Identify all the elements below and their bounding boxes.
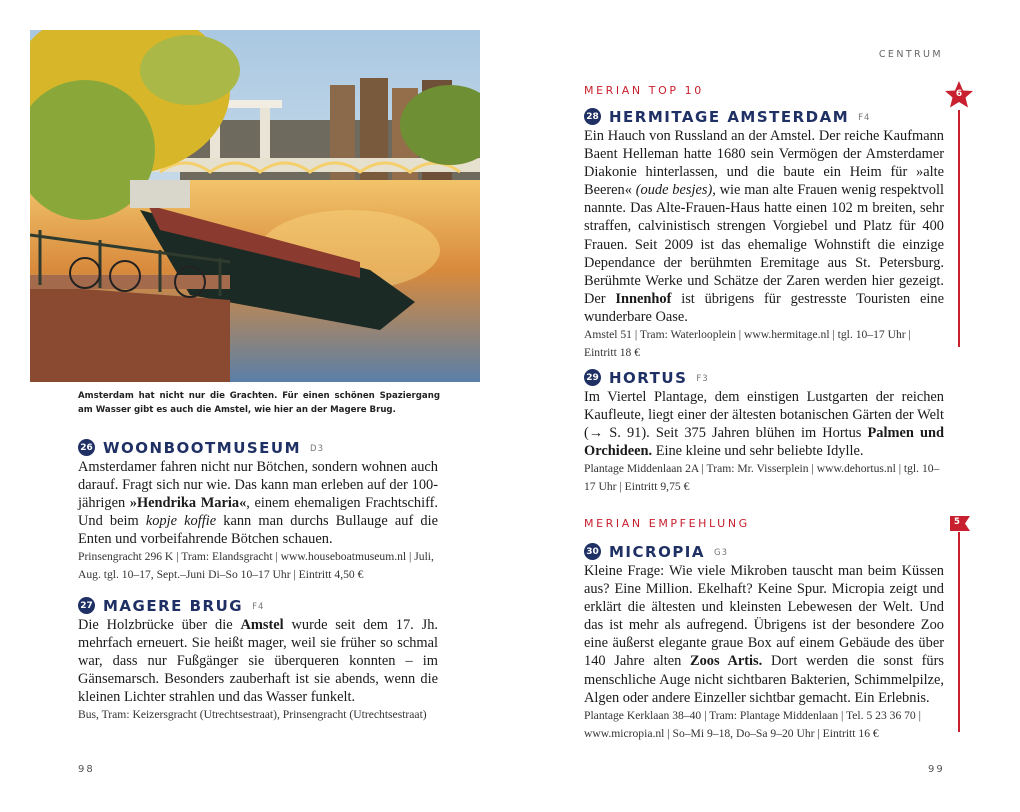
entry-info: Prinsengracht 296 K | Tram: Elandsgracht | www.houseboatmuseum.nl | Juli, Aug. tgl. 10–17, Sept.–Juni Di–So 10–17 Uhr | Eintritt 4,50 € — [78, 550, 434, 582]
map-grid-ref: F4 — [252, 602, 265, 612]
entry-heading — [584, 367, 944, 388]
top10-rail-line — [958, 110, 960, 347]
page-number-left: 98 — [78, 764, 95, 775]
entry-heading — [78, 595, 438, 616]
entry-info: Amstel 51 | Tram: Waterlooplein | www.hermitage.nl | tgl. 10–17 Uhr | Eintritt 18 € — [584, 328, 911, 360]
entry-number-badge: 28 — [584, 108, 601, 125]
entry-body: Amsterdamer fahren nicht nur Bötchen, sondern wohnen auch darauf. Fragt sich nur wie. Das kann man erleben auf der 100-jährigen »Hendrika Maria«, einem ehemaligen Frachtschiff. Und beim kopje koffie kann man durchs Bullauge auf die Enten und vorbeifahrende Bötchen schauen. — [78, 459, 438, 548]
section-label-empfehlung: MERIAN EMPFEHLUNG — [584, 517, 750, 530]
section-label-top10: MERIAN TOP 10 — [584, 84, 704, 97]
entry-number-badge: 29 — [584, 369, 601, 386]
entry-body: Kleine Frage: Wie viele Mikroben tauscht man beim Küssen aus? Eine Million. Ekelhaft? Keine Spur. Micropia zeigt und erklärt die ältesten und kleinsten Lebewesen der Welt. Und das ist mehr als aufregend. Übrigens ist der besondere Zoo eine äußerst elegante graue Box auf einem Gebäude des über 140 Jahre alten Zoos Artis. Dort werden die sonst fürs menschliche Auge nicht sichtbaren Bakterien, Schimmelpilze, Algen oder andere Einzeller sichtbar gemacht. Ein Erlebnis. — [584, 563, 944, 706]
star-marker-icon — [944, 80, 974, 110]
entry-woonbootmuseum — [78, 437, 438, 584]
entry-number-badge: 26 — [78, 439, 95, 456]
entry-body: Im Viertel Plantage, dem einstigen Lustgarten der reichen Kaufleute, liegt einer der ältesten botanischen Gärten der Welt (→ S. 91). Seit 375 Jahren blühen im Hortus Palmen und Orchideen. Eine kleine und sehr beliebte Idylle. — [584, 389, 944, 460]
page-number-right: 99 — [928, 764, 945, 775]
entry-title: MAGERE BRUG — [103, 596, 244, 615]
entry-title: WOONBOOTMUSEUM — [103, 438, 302, 457]
entry-micropia — [584, 541, 944, 743]
entry-number-badge: 27 — [78, 597, 95, 614]
flag-marker-number: 5 — [954, 517, 960, 527]
entry-hortus — [584, 367, 944, 496]
entry-info: Plantage Middenlaan 2A | Tram: Mr. Visserplein | www.dehortus.nl | tgl. 10–17 Uhr | Eintritt 9,75 € — [584, 462, 940, 494]
flag-marker-icon — [949, 514, 971, 532]
star-marker-number: 6 — [955, 89, 963, 99]
amstel-photo — [30, 30, 480, 382]
entry-body: Die Holzbrücke über die Amstel wurde seit dem 17. Jh. mehrfach erneuert. Sie heißt mager, weil sie früher so schmal war, dass nur Fußgänger sie überqueren konnten – im Gänsemarsch. Besonders zauberhaft ist sie abends, wenn die kleinen Lichter strahlen und das Wasser funkelt. — [78, 617, 439, 706]
entry-heading — [584, 541, 944, 562]
entry-hermitage-amsterdam — [584, 106, 944, 362]
entry-title: MICROPIA — [609, 542, 706, 561]
entry-info: Plantage Kerklaan 38–40 | Tram: Plantage Middenlaan | Tel. 5 23 36 70 | www.micropia.nl | So–Mi 9–18, Do–Sa 9–20 Uhr | Eintritt 16 € — [584, 708, 921, 740]
entry-magere-brug — [78, 595, 438, 724]
map-grid-ref: D3 — [310, 444, 324, 454]
entry-heading — [78, 437, 438, 458]
running-head: CENTRUM — [878, 49, 943, 60]
empfehlung-rail-line — [958, 532, 960, 732]
entry-title: HERMITAGE AMSTERDAM — [609, 107, 850, 126]
entry-info: Bus, Tram: Keizersgracht (Utrechtsestraat), Prinsengracht (Utrechtsestraat) — [78, 708, 427, 722]
map-grid-ref: G3 — [714, 548, 729, 558]
entry-number-badge: 30 — [584, 543, 601, 560]
map-grid-ref: F3 — [696, 374, 709, 384]
entry-heading — [584, 106, 944, 127]
photo-caption: Amsterdam hat nicht nur die Grachten. Für einen schönen Spaziergang am Wasser gibt es auch die Amstel, wie hier an der Magere Brug. — [78, 391, 440, 415]
entry-title: HORTUS — [609, 368, 688, 387]
entry-body: Ein Hauch von Russland an der Amstel. Der reiche Kaufmann Baent Helleman hatte 1680 sein Vermögen der Amsterdamer Diakonie hinterlassen, und die baute ein Heim für »alte Beeren« (oude besjes), wie man alte Frauen wenig respektvoll nannte. Das Alte-Frauen-Haus hatte einen 102 m breiten, sehr straffen, calvinistisch strengen Vorgiebel und Platz für 400 Frauen. Seit 2009 ist das ehemalige Wohnstift die einzige Dependance der berühmten Eremitage aus St. Petersburg. Berühmte Werke und Schätze der Zaren werden hier gezeigt. Der Innenhof ist übrigens für gestresste Touristen eine wunderbare Oase. — [584, 128, 945, 325]
map-grid-ref: F4 — [858, 113, 871, 123]
